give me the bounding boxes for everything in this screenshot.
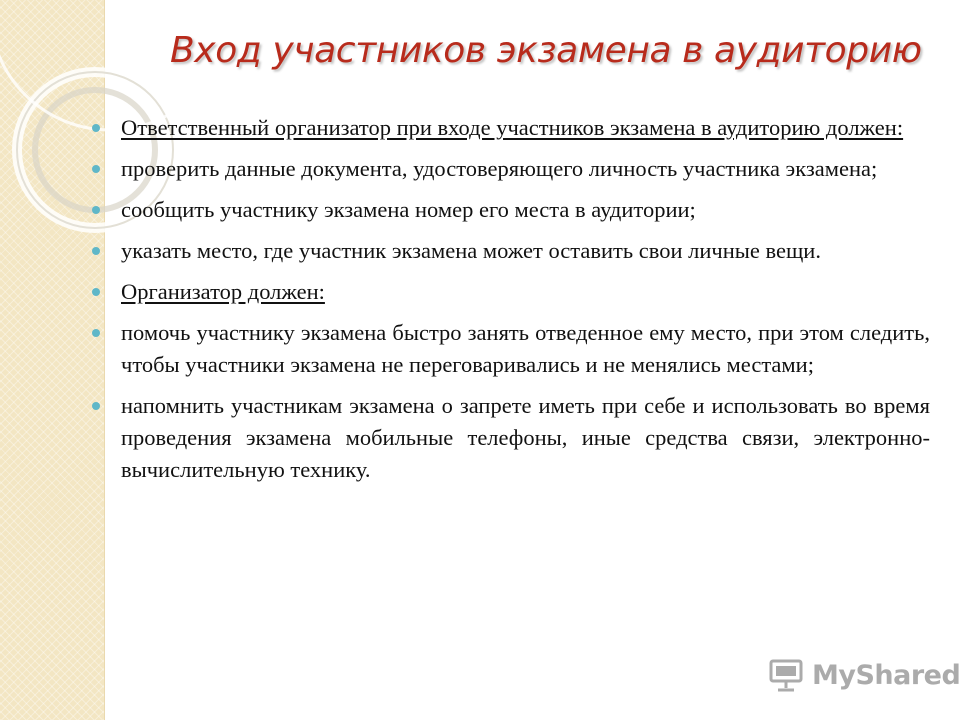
watermark-text: MyShared	[812, 659, 960, 691]
list-item	[88, 194, 930, 226]
slide-title: Вход участников экзамена в аудиторию	[170, 30, 922, 71]
list-item-text: Ответственный организатор при входе участников экзамена в аудиторию должен:	[121, 115, 904, 140]
list-item-text: напомнить участникам экзамена о запрете иметь при себе и использовать во время проведения экзамена мобильные телефоны, иные средства связи, электронно-вычислительную технику.	[121, 393, 930, 482]
list-item	[88, 153, 930, 185]
list-item	[88, 317, 930, 381]
list-item	[88, 276, 930, 308]
bullet-icon	[92, 247, 100, 255]
list-item-text: Организатор должен:	[121, 279, 325, 304]
list-item-text: сообщить участнику экзамена номер его места в аудитории;	[121, 197, 696, 222]
list-item	[88, 235, 930, 267]
list-item-text: проверить данные документа, удостоверяющего личность участника экзамена;	[121, 156, 878, 181]
bullet-list	[88, 112, 930, 495]
bullet-icon	[92, 124, 100, 132]
bullet-icon	[92, 206, 100, 214]
list-item	[88, 390, 930, 486]
list-item-text: указать место, где участник экзамена может оставить свои личные вещи.	[121, 238, 821, 263]
presentation-board-icon	[768, 657, 804, 693]
bullet-icon	[92, 329, 100, 337]
bullet-icon	[92, 165, 100, 173]
watermark	[768, 655, 960, 695]
list-item	[88, 112, 930, 144]
bullet-icon	[92, 288, 100, 296]
bullet-icon	[92, 402, 100, 410]
list-item-text: помочь участнику экзамена быстро занять отведенное ему место, при этом следить, чтобы участники экзамена не переговаривались и не менялись местами;	[121, 320, 930, 377]
